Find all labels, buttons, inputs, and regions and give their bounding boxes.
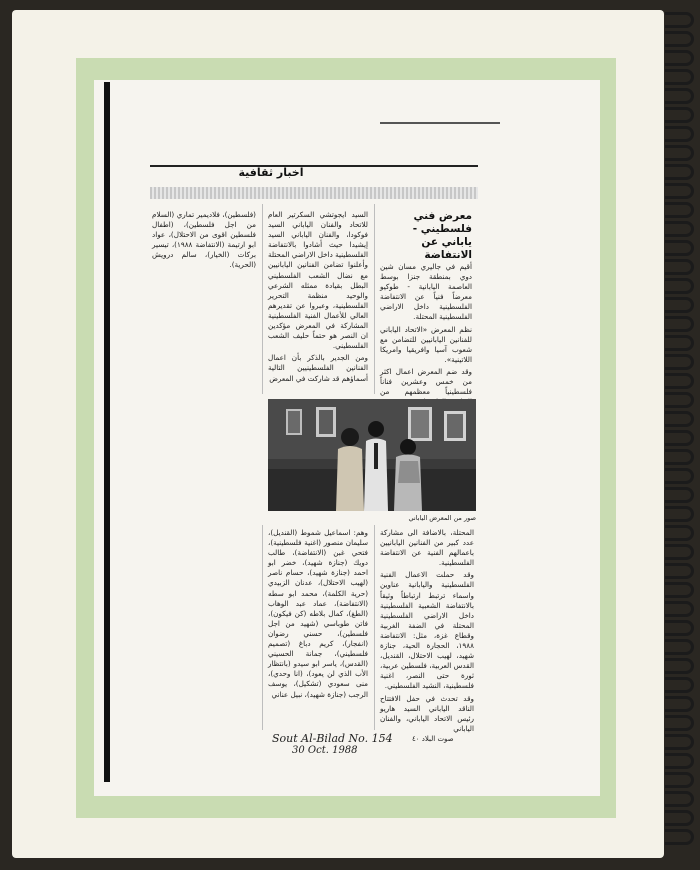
column-divider (262, 525, 263, 730)
section-title: اخبار ثقافية (238, 166, 304, 179)
paragraph: وقد حملت الاعمال الفنية الفلسطينية واليابانية عناوين واسماء ترتبط ارتباطاً وثيقاً بالانتفاضة الشعبية الفلسطينية داخل الاراضي الفلسطينية المحتلة في الضفة الغربية وقطاع غزة، مثل: الانتفاضة ١٩٨٨، الحجارة الحية، جنازة شهيد، لهيب الاحتلال، القنديل، القدس العربية، فلسطين عربية، ثورة حتى النصر، اغنية فلسطينية، النشيد الفلسطيني. (380, 570, 474, 691)
article-column-left-top (152, 210, 256, 273)
spiral-ring (665, 221, 694, 237)
spiral-ring (665, 31, 694, 47)
spiral-ring (665, 582, 694, 598)
article-column-middle-top (268, 210, 368, 386)
page-folio: صوت البلاد ٤٠ (412, 735, 454, 743)
column-divider (262, 204, 263, 394)
spiral-ring (665, 506, 694, 522)
spiral-ring (665, 639, 694, 655)
vertical-rule (104, 82, 110, 782)
spiral-ring (665, 487, 694, 503)
article-headline: معرض فني فلسطيني - ياباني عن الانتفاضة (412, 210, 472, 261)
top-rule (380, 122, 500, 124)
article-column-right-bottom (380, 528, 474, 736)
spiral-ring (665, 297, 694, 313)
spiral-ring (665, 354, 694, 370)
spiral-ring (665, 468, 694, 484)
spiral-ring (665, 373, 694, 389)
spiral-ring (665, 392, 694, 408)
spiral-ring (665, 715, 694, 731)
spiral-binding (664, 12, 698, 858)
spiral-ring (665, 696, 694, 712)
spiral-ring (665, 525, 694, 541)
spiral-ring (665, 411, 694, 427)
spiral-ring (665, 126, 694, 142)
handwritten-date-note: 30 Oct. 1988 (292, 745, 358, 756)
section-header-bar (150, 187, 478, 199)
paragraph: السيد ايجوتشي السكرتير العام للاتحاد والفنان الياباني السيد فوكودا، والفنان الياباني السيد إيشيدا حيث أشادوا بالانتفاضة الفلسطينية داخل الاراضي المحتلة وأعلنوا تضامن الفنانين اليابانيين مع نضال الشعب الفلسطيني البطل بقيادة ممثله الشرعي والوحيد منظمة التحرير الفلسطينية، وعبروا عن تقديرهم العالي للأعمال الفنية الفلسطينية المشاركة في المعرض مؤكدين ان النصر هو حتماً حليف الشعب الفلسطيني. (268, 210, 368, 351)
spiral-ring (665, 449, 694, 465)
spiral-ring (665, 202, 694, 218)
paragraph: وقد تحدث في حفل الافتتاح الناقد الياباني السيد هاريو رئيس الاتحاد الياباني، والفنان الياباني (380, 693, 474, 733)
spiral-ring (665, 658, 694, 674)
column-divider (374, 204, 375, 394)
spiral-ring (665, 88, 694, 104)
column-divider (374, 525, 375, 730)
spiral-ring (665, 677, 694, 693)
paragraph: المحتلة، بالاضافة الى مشاركة عدد كبير من الفنانين اليابانيين باعمالهم الفنية عن الانتفاضة الفلسطينية. (380, 528, 474, 568)
paragraph: أقيم في جاليري مسان شين دوي بمنطقة جنزا بوسط العاصمة اليابانية - طوكيو معرضاً فنياً عن الانتفاضة الفلسطينية داخل الاراضي الفلسطينية المحتلة. (380, 262, 472, 322)
article-column-right-top (380, 262, 472, 409)
spiral-ring (665, 734, 694, 750)
spiral-ring (665, 791, 694, 807)
handwritten-source-note: Sout Al-Bilad No. 154 (272, 732, 393, 745)
paragraph: نظم المعرض «الاتحاد الياباني للفنانين اليابانيين للتضامن مع شعوب آسيا وافريقيا وامريكا اللاتينية». (380, 324, 472, 364)
spiral-ring (665, 145, 694, 161)
spiral-ring (665, 316, 694, 332)
photo-caption: صور من المعرض الياباني (408, 514, 476, 522)
spiral-ring (665, 183, 694, 199)
spiral-ring (665, 563, 694, 579)
spiral-ring (665, 620, 694, 636)
exhibition-photo (268, 399, 476, 511)
paragraph: وقد ضم المعرض اعمال اكثر من خمس وعشرين فناناً فلسطينياً معظمهم من (380, 366, 472, 397)
photo-illustration (268, 399, 476, 511)
spiral-ring (665, 430, 694, 446)
spiral-ring (665, 544, 694, 560)
spiral-ring (665, 69, 694, 85)
article-column-middle-bottom (268, 528, 368, 702)
paragraph: (فلسطين)، فلاديمير تماري (السلام من اجل فلسطين)، (اطفال فلسطين اقوى من الاحتلال)، عواد ابو ارتيمة (الانتفاضة ١٩٨٨)، تيسير بركات (الخيار)، سالم درويش (الحرية). (152, 210, 257, 270)
spiral-ring (665, 753, 694, 769)
section-header-line (150, 165, 478, 167)
spiral-ring (665, 772, 694, 788)
spiral-ring (665, 12, 694, 28)
spiral-ring (665, 278, 694, 294)
spiral-ring (665, 240, 694, 256)
spiral-ring (665, 601, 694, 617)
spiral-ring (665, 259, 694, 275)
spiral-ring (665, 335, 694, 351)
spiral-ring (665, 50, 694, 66)
paragraph: وهم: اسماعيل شموط (القنديل)، سليمان منصور (اغنية فلسطينية)، فتحي غبن (الانتفاضة)، طالب دويك (جنازة شهيد)، خضر ابو احمد (جنازة شهيد)، حسام ناصر (لهيب الاحتلال)، عدنان الزبيدي (حرية الكلمة)، محمد ابو سطه (الانتفاضة)، عماد عبد الوهاب (الطغ)، كمال بلاطه (كن فيكون)، فاتن طوباسي (شهيد من اجل فلسطين)، حسني رضوان (انفجار)، كريم دباغ (تصميم فلسطيني)، جمانة الحسيني (القدس)، ياسر ابو سيدو (بانتظار الأب الذي لن يعود)، (انا وحدي)، منى سعودي (تشكيل)، يوسف الرجب (جنازة شهيد)، نبيل عناني (268, 528, 368, 699)
spiral-ring (665, 107, 694, 123)
spiral-ring (665, 810, 694, 826)
paragraph: ومن الجدير بالذكر بأن اعمال الفنانين الفلسطينيين التالية أسماؤهم قد شاركت في المعرض (268, 353, 368, 383)
spiral-ring (665, 164, 694, 180)
spiral-ring (665, 829, 694, 845)
